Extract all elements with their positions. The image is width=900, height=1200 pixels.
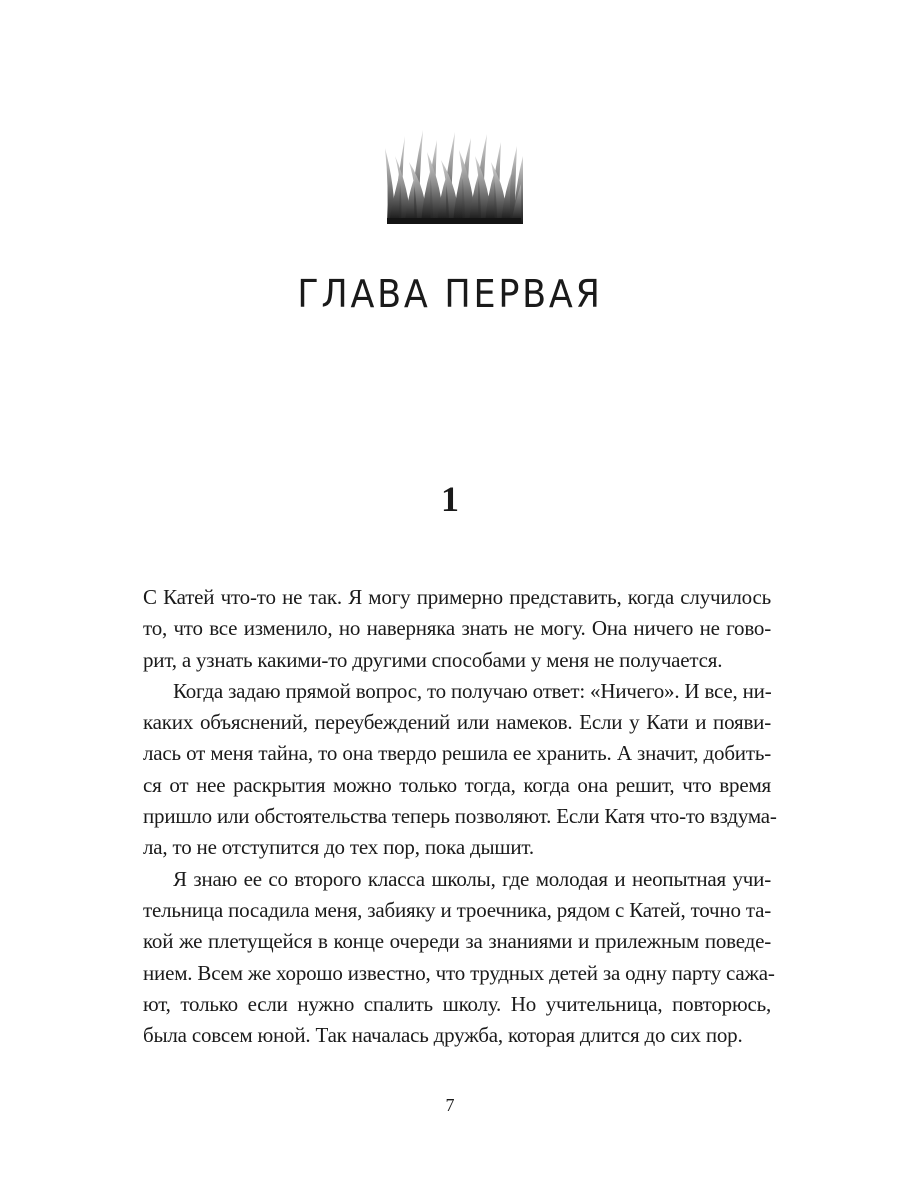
paragraph	[143, 676, 777, 864]
text-line: ся от нее раскрытия можно только тогда, когда она решит, что время	[143, 772, 771, 797]
body-text	[143, 582, 777, 1051]
text-line: Я знаю ее со второго класса школы, где молодая и неопытная учи-	[173, 866, 771, 891]
paragraph	[143, 864, 775, 1052]
chapter-title: ГЛАВА ПЕРВАЯ	[297, 272, 603, 316]
text-line: ла, то не отступится до тех пор, пока дышит.	[143, 835, 534, 860]
text-line: рит, а узнать какими-то другими способами у меня не получается.	[143, 647, 723, 672]
text-line: каких объяснений, переубеждений или намеков. Если у Кати и появи-	[143, 710, 771, 735]
section-number: 1	[441, 479, 459, 519]
text-line: то, что все изменило, но наверняка знать не могу. Она ничего не гово-	[143, 616, 771, 641]
text-line: С Катей что-то не так. Я могу примерно представить, когда случилось	[143, 585, 771, 609]
text-line: нием. Всем же хорошо известно, что трудных детей за одну парту сажа-	[143, 960, 775, 985]
paragraph	[143, 582, 771, 676]
grass-icon	[383, 126, 525, 224]
text-line: была совсем юной. Так началась дружба, которая длится до сих пор.	[143, 1023, 743, 1048]
text-line: ют, только если нужно спалить школу. Но учительница, повторюсь,	[143, 991, 771, 1016]
text-line: тельница посадила меня, забияку и троечника, рядом с Катей, точно та-	[143, 897, 771, 922]
text-line: Когда задаю прямой вопрос, то получаю ответ: «Ничего». И все, ни-	[173, 678, 772, 703]
page-number: 7	[445, 1095, 455, 1115]
text-line: лась от меня тайна, то она твердо решила ее хранить. А значит, добить-	[143, 741, 771, 766]
text-line: кой же плетущейся в конце очереди за знаниями и прилежным поведе-	[143, 929, 771, 954]
text-line: пришло или обстоятельства теперь позволяют. Если Катя что-то вздума-	[143, 804, 777, 829]
